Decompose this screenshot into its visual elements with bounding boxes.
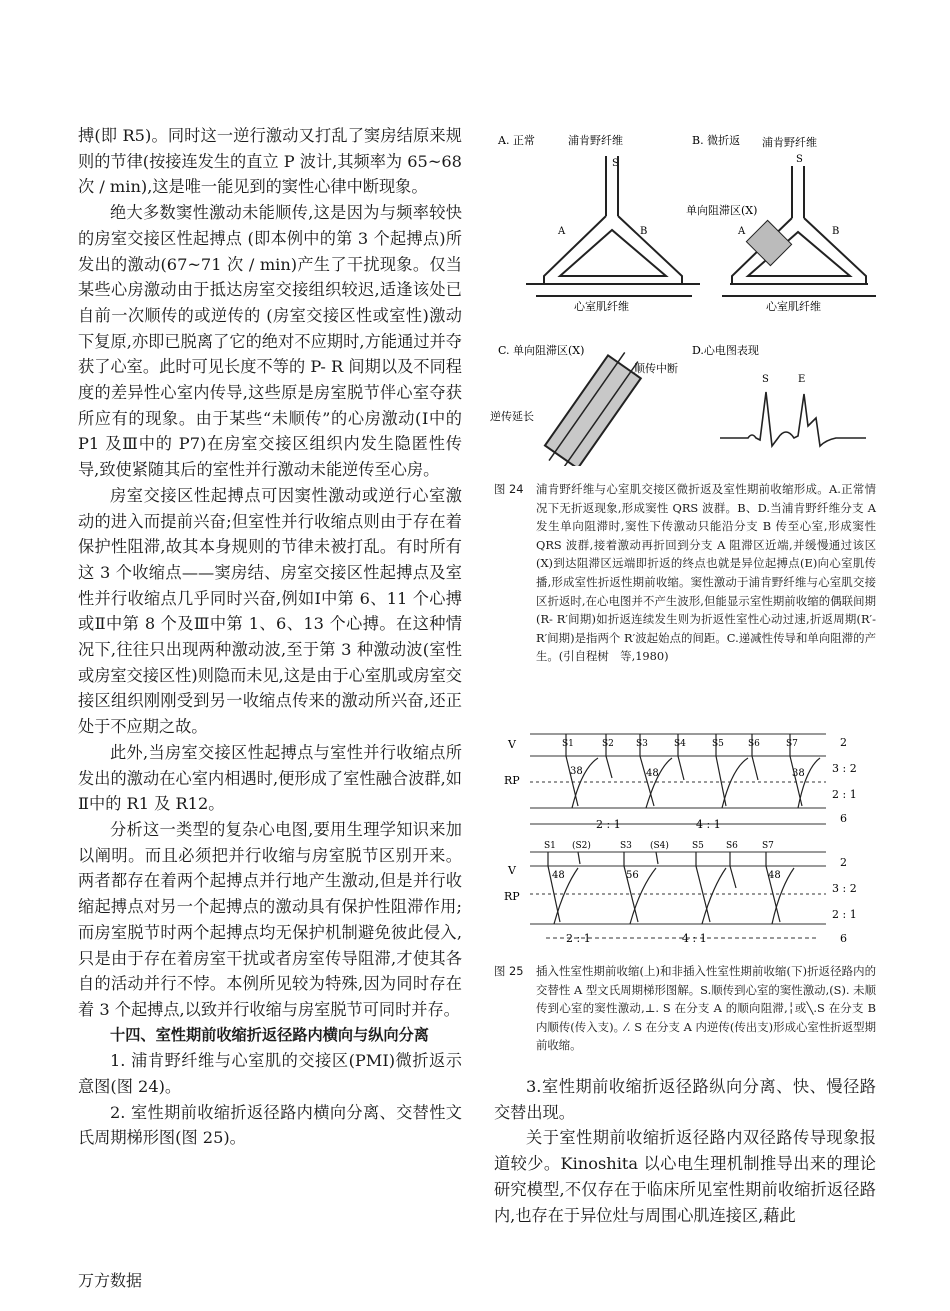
s-label: S5 bbox=[692, 841, 704, 851]
right-label: 6 bbox=[840, 812, 847, 825]
figure-25-caption-text: 插入性室性期前收缩(上)和非插入性室性期前收缩(下)折返径路内的交替性 A 型文氏周期梯形图解。S.顺传到心室的窦性激动,(S). 未顺传到心室的窦性激动,⊥. S 在分支 A 的顺向阻滞,╎或╲.S 在分支 B 内顺传(传入支)。⁄. S 在分支 A 内逆传(传出支)形成心室性折返型期前收缩。 bbox=[536, 964, 876, 1053]
panel-b-label: B. 微折返 bbox=[692, 134, 741, 147]
ratio-label: 4 : 1 bbox=[696, 818, 721, 831]
s-label: S7 bbox=[762, 841, 774, 851]
interval-label: 38 bbox=[792, 768, 805, 779]
right-label: 2 bbox=[840, 736, 847, 749]
ecg-e-label: E bbox=[798, 374, 806, 385]
section-heading: 十四、室性期前收缩折返径路内横向与纵向分离 bbox=[110, 1025, 429, 1044]
left-column bbox=[78, 123, 462, 1151]
s-label: S7 bbox=[786, 739, 798, 749]
figure-24-caption bbox=[494, 480, 876, 666]
figure-24-caption-text: 浦肯野纤维与心室肌交接区微折返及室性期前收缩形成。A.正常情况下无折返现象,形成窦性 QRS 波群。B、D.当浦肯野纤维分支 A 发生单向阻滞时,窦性下传激动只能沿分支 B 传至心室,形成窦性 QRS 波群,接着激动再折回到分支 A 阻滞区近端,并缓慢通过该区(X)到达阻滞区远端即折返的终点也就是异位起搏点(E)向心室肌传播,形成室性折返性期前收缩。窦性激动于浦肯野纤维与心室肌交接区折返时,在心电图并不产生波形,但能显示室性期前收缩的偶联间期(R- R′间期)如折返连续发生则为折返性室性心动过速,折返周期(R′- R′间期)是指两个 R′波起始点的间距。C.递减性传导和单向阻滞的产生。(引自程树 等,1980) bbox=[536, 482, 876, 664]
s-label: S6 bbox=[726, 841, 738, 851]
paragraph: 此外,当房室交接区性起搏点与室性并行收缩点所发出的激动在心室内相遇时,便形成了室性融合波群,如Ⅱ中的 R1 及 R12。 bbox=[78, 742, 462, 814]
top-rp-label: RP bbox=[504, 774, 520, 787]
s-label: S5 bbox=[712, 739, 724, 749]
right-label: 3 : 2 bbox=[832, 762, 857, 775]
panel-d-label: D.心电图表现 bbox=[692, 344, 759, 357]
footer-watermark: 万方数据 bbox=[78, 1271, 143, 1290]
panel-a-bottom-label: 心室肌纤维 bbox=[574, 300, 629, 313]
panel-b-s-label: S bbox=[796, 154, 803, 165]
right-label: 3 : 2 bbox=[832, 882, 857, 895]
interval-label: 56 bbox=[626, 870, 639, 881]
s-label: (S2) bbox=[572, 841, 591, 851]
ratio-label: 2 : 1 bbox=[566, 932, 591, 945]
paragraph: 关于室性期前收缩折返径路内双径路传导现象报道较少。Kinoshita 以心电生理机制推导出来的理论研究模型,不仅存在于临床所见室性期前收缩折返径路内,也存在于异位灶与周围心肌连接区,藉此 bbox=[494, 1128, 876, 1225]
list-item: 3.室性期前收缩折返径路纵向分离、快、慢径路交替出现。 bbox=[494, 1077, 876, 1122]
retro-delay-label: 逆传延长 bbox=[490, 410, 534, 423]
panel-b-a-label: A bbox=[738, 226, 746, 237]
panel-a-s-label: S bbox=[612, 158, 619, 169]
figure-25-caption bbox=[494, 962, 876, 1055]
bottom-v-label: V bbox=[508, 864, 516, 877]
panel-a-b-label: B bbox=[640, 226, 648, 237]
panel-b-b-label: B bbox=[832, 226, 840, 237]
s-label: S1 bbox=[544, 841, 556, 851]
ecg-s-label: S bbox=[762, 374, 769, 385]
bottom-rp-label: RP bbox=[504, 890, 520, 903]
s-label: (S4) bbox=[650, 841, 669, 851]
interval-label: 48 bbox=[552, 870, 565, 881]
right-label: 6 bbox=[840, 932, 847, 945]
panel-b-bottom-label: 心室肌纤维 bbox=[766, 300, 821, 313]
s-label: S4 bbox=[674, 739, 686, 749]
interval-label: 48 bbox=[646, 768, 659, 779]
panel-a-top-label: 浦肯野纤维 bbox=[568, 134, 623, 147]
s-label: S1 bbox=[562, 739, 574, 749]
panel-b-top-label: 浦肯野纤维 bbox=[762, 136, 817, 149]
s-label: S6 bbox=[748, 739, 760, 749]
interval-label: 38 bbox=[570, 766, 583, 777]
figure-25-number: 图 25 bbox=[494, 964, 524, 978]
panel-a-label: A. 正常 bbox=[498, 134, 535, 147]
block-zone-label: 单向阻滞区(X) bbox=[686, 204, 758, 217]
figure-25-ladder-diagram bbox=[486, 728, 878, 956]
figure-24-number: 图 24 bbox=[494, 482, 524, 496]
interval-label: 48 bbox=[768, 870, 781, 881]
ratio-label: 2 : 1 bbox=[596, 818, 621, 831]
panel-c-label: C. 单向阻滞区(X) bbox=[498, 344, 585, 357]
s-label: S3 bbox=[620, 841, 632, 851]
right-column bbox=[494, 1074, 876, 1228]
s-label: S3 bbox=[636, 739, 648, 749]
ratio-label: 4 : 1 bbox=[682, 932, 707, 945]
right-label: 2 bbox=[840, 856, 847, 869]
top-v-label: V bbox=[508, 738, 516, 751]
list-item: 2. 室性期前收缩折返径路内横向分离、交替性文氏周期梯形图(图 25)。 bbox=[78, 1102, 462, 1148]
list-item: 1. 浦肯野纤维与心室肌的交接区(PMI)微折返示意图(图 24)。 bbox=[78, 1051, 462, 1097]
paragraph: 绝大多数窦性激动未能顺传,这是因为与频率较快的房室交接区性起搏点 (即本例中的第 3 个起搏点)所发出的激动(67~71 次 / min)产生了干扰现象。仅当某些心房激动由于抵达房室交接组织较迟,适逢该处已自前一次顺传的或逆传的 (房室交接区性或室性)激动下复原,亦即已脱离了它的绝对不应期时,方能通过并夺获了心室。此时可见长度不等的 P- R 间期以及不同程度的差异性心室内传导,这些原是房室脱节伴心室夺获所应有的现象。由于某些“未顺传”的心房激动(Ⅰ中的 P1 及Ⅲ中的 P7)在房室交接区组织内发生隐匿性传导,致使紧随其后的室性并行激动未能逆传至心房。 bbox=[78, 203, 462, 480]
right-label: 2 : 1 bbox=[832, 908, 857, 921]
forward-block-label: 顺传中断 bbox=[634, 362, 678, 375]
paragraph: 搏(即 R5)。同时这一逆行激动又打乱了窦房结原来规则的节律(按接连发生的直立 P 波计,其频率为 65~68 次 / min),这是唯一能见到的窦性心律中断现象。 bbox=[78, 126, 462, 197]
paragraph: 分析这一类型的复杂心电图,要用生理学知识来加以阐明。而且必须把并行收缩与房室脱节区别开来。两者都存在着两个起搏点并行地产生激动,但是并行收缩起搏点对另一个起搏点的激动具有保护性阻滞作用;而房室脱节时两个起搏点均无保护机制避免彼此侵入,只是由于存在着房室干扰或者房室传导阻滞,才使其各自的活动并行不悖。本例所见较为特殊,因为同时存在着 3 个起搏点,以致并行收缩与房室脱节可同时并存。 bbox=[78, 819, 462, 1019]
figure-24-diagram bbox=[486, 126, 878, 466]
right-label: 2 : 1 bbox=[832, 788, 857, 801]
s-label: S2 bbox=[602, 739, 614, 749]
panel-a-a-label: A bbox=[558, 226, 566, 237]
paragraph: 房室交接区性起搏点可因窦性激动或逆行心室激动的进入而提前兴奋;但室性并行收缩点则由于存在着保护性阻滞,故其本身规则的节律未被打乱。有时所有这 3 个收缩点——窦房结、房室交接区性起搏点及室性并行收缩点几乎同时兴奋,例如Ⅰ中第 6、11 个心搏或Ⅱ中第 8 个及Ⅲ中第 1、6、13 个心搏。在这种情况下,往往只出现两种激动波,至于第 3 种激动波(室性或房室交接区性)则隐而未见,这是由于心室肌或房室交接区组织刚刚受到另一收缩点传来的激动所兴奋,还正处于不应期之故。 bbox=[78, 485, 462, 737]
